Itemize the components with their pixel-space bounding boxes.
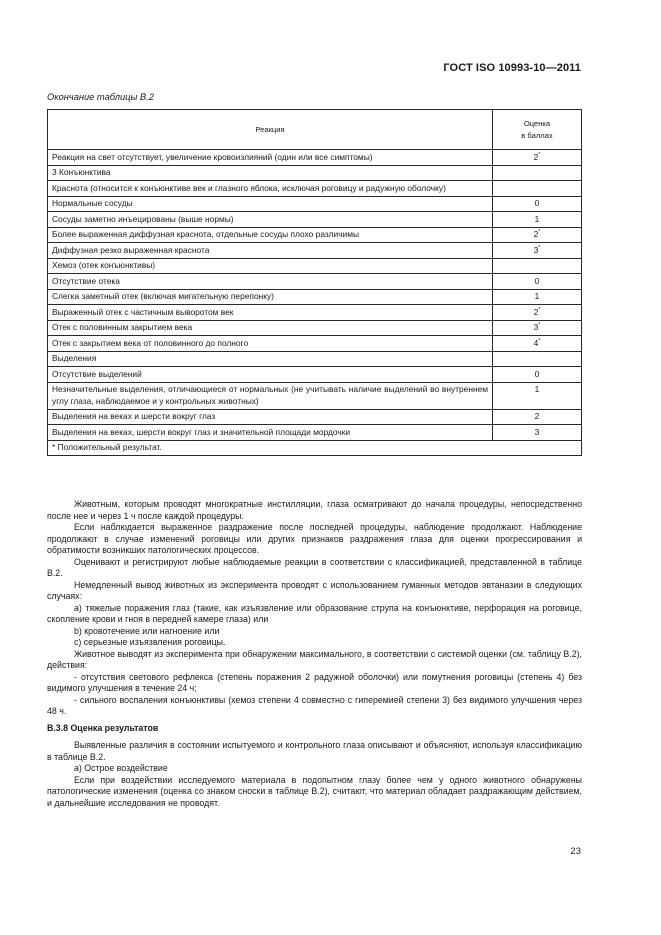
table-row bbox=[48, 196, 582, 212]
table-row bbox=[48, 181, 582, 197]
table-body bbox=[48, 150, 582, 441]
paragraph-group-2 bbox=[47, 740, 582, 809]
score-cell bbox=[493, 289, 582, 305]
table-row bbox=[48, 289, 582, 305]
table-row bbox=[48, 212, 582, 228]
score-cell bbox=[493, 258, 582, 274]
score-value: 3 bbox=[534, 426, 540, 437]
paragraph: Оценивают и регистрируют любые наблюдаемые реакции в соответствии с классификацией, представленной в таблице В.2. bbox=[47, 556, 582, 578]
score-value: 1 bbox=[534, 384, 540, 394]
reaction-cell: Выраженный отек с частичным выворотом век bbox=[48, 305, 493, 321]
reaction-cell: Отек с закрытием века от половинного до полного bbox=[48, 336, 493, 352]
table-row bbox=[48, 425, 582, 441]
column-header-score bbox=[493, 110, 582, 150]
positive-result-mark: * bbox=[538, 229, 541, 236]
score-cell bbox=[493, 409, 582, 425]
paragraph: c) серьезные изъязвления роговицы. bbox=[74, 637, 226, 647]
score-cell bbox=[493, 165, 582, 181]
score-cell bbox=[493, 382, 582, 409]
reaction-cell: Сосуды заметно инъецированы (выше нормы) bbox=[48, 212, 493, 228]
score-cell bbox=[493, 150, 582, 166]
reaction-cell: Реакция на свет отсутствует, увеличение кровоизлияний (один или все симптомы) bbox=[48, 150, 493, 166]
score-cell bbox=[493, 351, 582, 367]
score-cell bbox=[493, 425, 582, 441]
positive-result-mark: * bbox=[538, 322, 541, 329]
table-row bbox=[48, 274, 582, 290]
column-header-score-line2: в баллах bbox=[521, 130, 553, 140]
score-value: 0 bbox=[534, 368, 540, 379]
score-cell bbox=[493, 243, 582, 259]
reaction-cell: Слегка заметный отек (включая мигательную перепонку) bbox=[48, 289, 493, 305]
reaction-cell: Нормальные сосуды bbox=[48, 196, 493, 212]
score-value: 2 bbox=[534, 411, 540, 421]
page-number: 23 bbox=[570, 846, 581, 857]
score-value: 1 bbox=[534, 291, 540, 301]
column-header-score-line1: Оценка bbox=[523, 119, 551, 128]
score-cell bbox=[493, 227, 582, 243]
score-cell bbox=[493, 336, 582, 352]
score-value: 1 bbox=[534, 213, 540, 224]
positive-result-mark: * bbox=[538, 337, 541, 344]
table-row bbox=[48, 243, 582, 259]
reaction-cell: Хемоз (отек конъюнктивы) bbox=[48, 258, 493, 274]
table-row bbox=[48, 367, 582, 383]
reaction-cell: Отсутствие отека bbox=[48, 274, 493, 290]
reaction-cell: Выделения на веках и шерсти вокруг глаз bbox=[48, 409, 493, 425]
score-cell bbox=[493, 305, 582, 321]
table-header-row bbox=[48, 110, 582, 150]
section-title: В.3.8 Оценка результатов bbox=[47, 722, 159, 733]
score-value: 2 bbox=[533, 229, 539, 239]
reaction-cell: Незначительные выделения, отличающиеся от нормальных (не учитывать наличие выделений во внутреннем углу глаза, наблюдаемое и у контрольных животных) bbox=[48, 382, 493, 409]
column-header-reaction: Реакция bbox=[48, 110, 493, 150]
paragraph-group-1 bbox=[47, 499, 582, 718]
paragraph: b) кровотечение или нагноение или bbox=[74, 625, 220, 636]
paragraph: Выявленные различия в состоянии испытуемого и контрольного глаза описывают и объясняют, используя классификацию в таблице В.2. bbox=[47, 740, 582, 762]
table-row bbox=[48, 409, 582, 425]
reaction-cell: Краснота (относится к конъюнктиве век и глазного яблока, исключая роговицу и радужную оболочку) bbox=[48, 181, 493, 197]
positive-result-mark: * bbox=[538, 306, 541, 313]
paragraph: Если при воздействии исследуемого материала в подопытном глазу более чем у одного животного обнаружены патологические изменения (оценка со знаком сноски в таблице В.2), считают, что материал обладает раздражающим действием, и дальнейшие исследования не проводят. bbox=[47, 774, 582, 808]
table-row bbox=[48, 227, 582, 243]
table-row bbox=[48, 165, 582, 181]
paragraph: Животное выводят из эксперимента при обнаружении максимального, в соответствии с системой оценки (см. таблицу В.2), действия: bbox=[47, 648, 582, 670]
table-row bbox=[48, 320, 582, 336]
reaction-cell: Более выраженная диффузная краснота, отдельные сосуды плохо различимы bbox=[48, 227, 493, 243]
score-value: 2 bbox=[533, 151, 539, 162]
score-cell bbox=[493, 181, 582, 197]
score-cell bbox=[493, 274, 582, 290]
paragraph: a) Острое воздействие bbox=[74, 763, 168, 773]
paragraph: Если наблюдается выраженное раздражение после последней процедуры, наблюдение продолжают. Наблюдение продолжают в случае изменений роговицы или других признаков раздражения глаза для оценки прогрессирования и обратимости возникших патологических процессов. bbox=[47, 522, 582, 555]
table-row bbox=[48, 336, 582, 352]
positive-result-mark: * bbox=[538, 244, 541, 251]
paragraph: - отсутствия светового рефлекса (степень поражения 2 радужной оболочки) или помутнения роговицы (степень 4) без видимого улучшения в течение 24 ч; bbox=[47, 671, 582, 693]
table-footnote: * Положительный результат. bbox=[48, 440, 582, 456]
reaction-cell: Выделения на веках, шерсти вокруг глаз и значительной площади мордочки bbox=[48, 425, 493, 441]
table-row bbox=[48, 258, 582, 274]
table-row bbox=[48, 351, 582, 367]
table-row bbox=[48, 382, 582, 409]
document-header: ГОСТ ISO 10993-10—2011 bbox=[443, 62, 581, 74]
reaction-cell: Выделения bbox=[48, 351, 493, 367]
score-value: 4 bbox=[533, 337, 539, 348]
score-cell bbox=[493, 196, 582, 212]
positive-result-mark: * bbox=[538, 151, 541, 158]
score-cell bbox=[493, 320, 582, 336]
score-cell bbox=[493, 367, 582, 383]
paragraph: a) тяжелые поражения глаз (такие, как изъязвление или образование струпа на конъюнктиве, перфорация на роговице, скопление крови и гноя в передней камере глаза) или bbox=[47, 602, 582, 624]
paragraph: - сильного воспаления конъюнктивы (хемоз степени 4 совместно с гиперемией степени 3) без видимого улучшения через 48 ч. bbox=[47, 694, 582, 716]
reaction-cell: Диффузная резко выраженная краснота bbox=[48, 243, 493, 259]
score-value: 0 bbox=[534, 275, 540, 286]
table-footnote-row bbox=[48, 440, 582, 456]
reaction-score-table bbox=[47, 109, 582, 456]
score-value: 0 bbox=[534, 198, 540, 208]
body-text bbox=[47, 499, 582, 809]
table-row bbox=[48, 150, 582, 166]
table-row bbox=[48, 305, 582, 321]
reaction-cell: Отсутствие выделений bbox=[48, 367, 493, 383]
score-value: 2 bbox=[533, 306, 539, 317]
reaction-cell: 3 Конъюнктива bbox=[48, 165, 493, 181]
paragraph: Животным, которым проводят многократные инстилляции, глаза осматривают до начала процедуры, непосредственно после нее и через 1 ч после каждой процедуры. bbox=[47, 499, 582, 521]
score-value: 3 bbox=[533, 244, 539, 255]
score-value: 3 bbox=[533, 322, 539, 332]
reaction-cell: Отек с половинным закрытием века bbox=[48, 320, 493, 336]
paragraph: Немедленный вывод животных из эксперимента проводят с использованием гуманных методов эвтаназии в следующих случаях: bbox=[47, 579, 582, 601]
score-cell bbox=[493, 212, 582, 228]
table-caption: Окончание таблицы В.2 bbox=[47, 92, 154, 102]
